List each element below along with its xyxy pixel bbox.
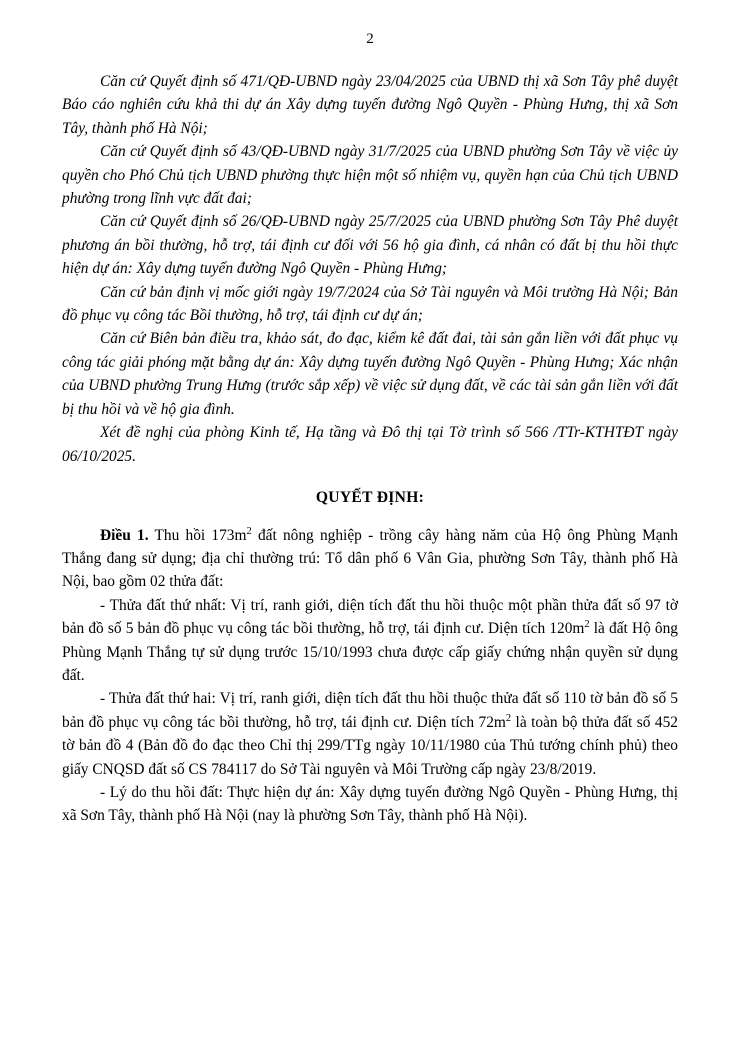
parcel-1-text-b: là đất Hộ ông Phùng Mạnh Thắng tự sử dụng trước 15/10/1993 chưa được cấp giấy chứng nhận quyền sử dụng đất. (62, 620, 678, 685)
article-1-label: Điều 1. (100, 526, 149, 544)
article-1-intro (62, 524, 678, 594)
parcel-2-text-b: là toàn bộ thửa đất số 452 tờ bản đồ 4 (Bản đồ đo đạc theo Chỉ thị 299/TTg ngày 10/11/1980 của Thủ tướng chính phủ) theo giấy CNQSD đất số CS 784117 do Sở Tài nguyên và Môi Trường cấp ngày 23/8/2019. (62, 713, 678, 778)
page-number: 2 (366, 31, 374, 47)
paragraph-basis-3: Căn cứ Quyết định số 26/QĐ-UBND ngày 25/7/2025 của UBND phường Sơn Tây Phê duyệt phương án bồi thường, hỗ trợ, tái định cư đối với 56 hộ gia đình, cá nhân có đất bị thu hồi thực hiện dự án: Xây dựng tuyến đường Ngô Quyền - Phùng Hưng; (62, 213, 678, 278)
paragraph-basis-2: Căn cứ Quyết định số 43/QĐ-UBND ngày 31/7/2025 của UBND phường Sơn Tây về việc ủy quyền cho Phó Chủ tịch UBND phường thực hiện một số nhiệm vụ, quyền hạn của Chủ tịch UBND phường trong lĩnh vực đất đai; (62, 143, 678, 208)
article-1-intro-text-b: đất nông nghiệp - trồng cây hàng năm của Hộ ông Phùng Mạnh Thắng đang sử dụng; địa chỉ thường trú: Tổ dân phố 6 Vân Gia, phường Sơn Tây, thành phố Hà Nội, bao gồm 02 thửa đất: (62, 526, 678, 591)
article-1-sup-a: 2 (246, 525, 252, 537)
article-1-parcel-1 (62, 594, 678, 688)
document-body (62, 70, 678, 828)
parcel-1-sup: 2 (584, 619, 590, 631)
parcel-1-text-a: - Thửa đất thứ nhất: Vị trí, ranh giới, diện tích đất thu hồi thuộc một phần thửa đất số 97 tờ bản đồ số 5 bản đồ phục vụ công tác bồi thường, hỗ trợ, tái định cư. Diện tích 120m (62, 596, 678, 638)
decision-heading: QUYẾT ĐỊNH: (315, 488, 425, 506)
article-1-intro-text-a: Thu hồi 173m (148, 526, 247, 544)
article-1-reason: - Lý do thu hồi đất: Thực hiện dự án: Xây dựng tuyến đường Ngô Quyền - Phùng Hưng, thị xã Sơn Tây, thành phố Hà Nội (nay là phường Sơn Tây, thành phố Hà Nội). (62, 784, 678, 825)
parcel-2-text-a: - Thửa đất thứ hai: Vị trí, ranh giới, diện tích đất thu hồi thuộc thửa đất số 110 tờ bản đồ số 5 bản đồ phục vụ công tác bồi thường, hỗ trợ, tái định cư. Diện tích 72m (62, 690, 678, 731)
paragraph-basis-1: Căn cứ Quyết định số 471/QĐ-UBND ngày 23/04/2025 của UBND thị xã Sơn Tây phê duyệt Báo cáo nghiên cứu khả thi dự án Xây dựng tuyến đường Ngô Quyền - Phùng Hưng, thị xã Sơn Tây, thành phố Hà Nội; (62, 73, 678, 137)
paragraph-proposal: Xét đề nghị của phòng Kinh tế, Hạ tầng và Đô thị tại Tờ trình số 566 /TTr-KTHTĐT ngày 06/10/2025. (62, 424, 678, 465)
parcel-2-sup: 2 (505, 712, 512, 724)
article-1-parcel-2 (62, 687, 678, 781)
paragraph-basis-4: Căn cứ bản định vị mốc giới ngày 19/7/2024 của Sở Tài nguyên và Môi trường Hà Nội; Bản đồ phục vụ công tác Bồi thường, hỗ trợ, tái định cư dự án; (62, 283, 678, 325)
paragraph-basis-5: Căn cứ Biên bản điều tra, khảo sát, đo đạc, kiểm kê đất đai, tài sản gắn liền với đất phục vụ công tác giải phóng mặt bằng dự án: Xây dựng tuyến đường Ngô Quyền - Phùng Hưng; Xác nhận của UBND phường Trung Hưng (trước sắp xếp) về việc sử dụng đất, về các tài sản gắn liền với đất bị thu hồi và về hộ gia đình. (62, 330, 678, 418)
